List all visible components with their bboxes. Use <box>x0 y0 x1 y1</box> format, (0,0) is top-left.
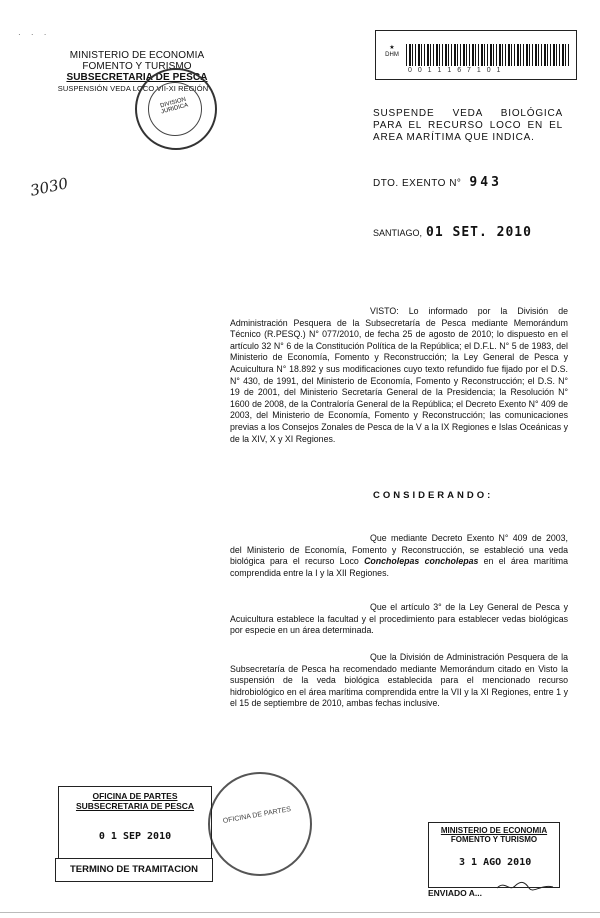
letterhead-ministry: MINISTERIO DE ECONOMIA <box>69 50 205 61</box>
juridica-stamp-text: DIVISION JURIDICA <box>159 96 189 116</box>
oficina-partes-seal-text: OFICINA DE PARTES <box>222 806 292 825</box>
barcode-label <box>375 30 577 80</box>
oficina-partes-date: 0 1 SEP 2010 <box>98 831 172 842</box>
p1-text-a: Que mediante Decreto Exento N° 409 de 2003, del Ministerio de Economía, Fomento y Reconstrucción, se estableció una veda biológica para el recurso Loco <box>230 533 568 567</box>
considerando-paragraph-1 <box>230 533 568 579</box>
decree-number-line <box>373 175 502 190</box>
ministry-logo-icon: ★ DHM <box>385 45 399 58</box>
handwritten-number: 3030 <box>28 174 70 200</box>
decree-label: DTO. EXENTO N° <box>373 178 462 189</box>
barcode <box>406 44 571 66</box>
letterhead-subsecretaria: SUBSECRETARIA DE PESCA <box>66 72 208 83</box>
oficina-partes-subtitle: SUBSECRETARIA DE PESCA <box>75 801 195 811</box>
decree-subject: SUSPENDE VEDA BIOLÓGICA PARA EL RECURSO LOCO EN EL AREA MARÍTIMA QUE INDICA. <box>373 108 563 143</box>
considerando-paragraph-3: Que la División de Administración Pesquera de la Subsecretaría de Pesca ha recomendado mediante Memorándum citado en Visto la suspensión de la veda biológica establecida para el mencionado recurso hidrobiológico en el área marítima comprendida entre la VII y la XI Regiones, entre 1 y el 15 de septiembre de 2010, ambas fechas inclusive. <box>230 652 568 709</box>
letterhead-reference: SUSPENSIÓN VEDA LOCO VII-XI REGIÓN <box>57 84 209 93</box>
oficina-partes-title: OFICINA DE PARTES <box>92 791 178 801</box>
visto-paragraph: VISTO: Lo informado por la División de Administración Pesquera de la Subsecretaría de Pesca mediante Memorándum Técnico (R.PESQ.) N° 077/2010, de fecha 25 de agosto de 2010; lo dispuesto en el artículo 32 N° 6 de la Constitución Política de la República; el D.F.L. N° 5 de 1983, del Ministerio de Economía, Fomento y Reconstrucción; la Ley General de Pesca y Acuicultura N° 18.892 y sus modificaciones cuyo texto refundido fue fijado por el D.S. N° 430, de 1991, del Ministerio de Economía, Fomento y Reconstrucción; el D.S. N° 19 de 2001, del Ministerio Secretaría General de la Presidencia; la Resolución N° 1600 de 2008, de la Contraloría General de la República; el Decreto Exento N° 409 de 2003, del Ministerio de Economía, Fomento y Reconstrucción; las comunicaciones previas a los Consejos Zonales de Pesca de la V a la IX Regiones e Islas Oceánicas y de la XIV, X y XI Regiones. <box>230 306 568 444</box>
enviado-label: ENVIADO A... <box>428 888 482 898</box>
considerando-paragraph-2: Que el artículo 3° de la Ley General de Pesca y Acuicultura establece la facultad y el procedimiento para establecer vedas biológicas por especie en un área determinada. <box>230 602 568 636</box>
scan-artifact: · · · <box>18 30 51 39</box>
p1-text-b: en el área marítima comprendida entre la I y la XII Regiones. <box>230 556 569 578</box>
barcode-digits: 0 0 1 1 1 6 7 1 0 1 <box>408 67 503 74</box>
page-edge <box>0 912 600 913</box>
ministerio-stamp-date: 3 1 AGO 2010 <box>459 857 532 868</box>
signature-scribble <box>495 878 555 894</box>
ministerio-stamp-title: MINISTERIO DE ECONOMIA <box>440 826 548 835</box>
considerando-heading: CONSIDERANDO: <box>373 490 494 501</box>
ministerio-stamp-subtitle: FOMENTO Y TURISMO <box>450 835 538 844</box>
place-date-line <box>373 225 532 240</box>
species-name: Concholepas concholepas <box>364 556 479 567</box>
place: SANTIAGO, <box>373 228 423 238</box>
decree-number: 943 <box>469 175 502 190</box>
letterhead-ministry-sub: FOMENTO Y TURISMO <box>82 61 192 72</box>
decree-date: 01 SET. 2010 <box>426 225 532 240</box>
termino-tramitacion-stamp: TERMINO DE TRAMITACION <box>55 858 213 882</box>
